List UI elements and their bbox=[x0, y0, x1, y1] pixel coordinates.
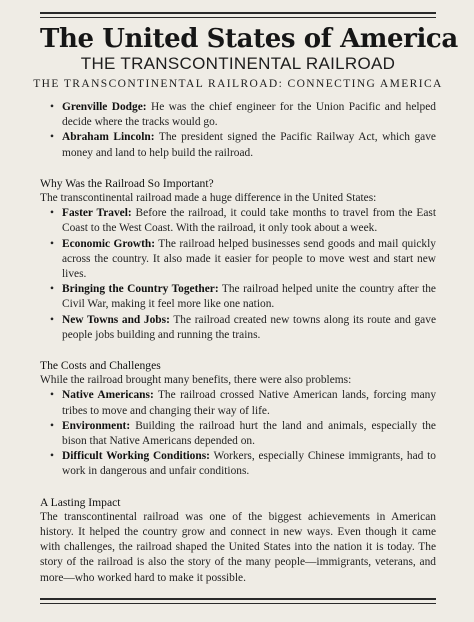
item-text: Workers, especially Chinese immigrants, had to work in dangerous and unfair conditions. bbox=[62, 450, 436, 478]
item-term: Native Americans: bbox=[62, 389, 154, 402]
subtitle: THE TRANSCONTINENTAL RAILROAD bbox=[80, 54, 396, 73]
item-term: New Towns and Jobs: bbox=[62, 313, 170, 326]
list-item bbox=[50, 100, 436, 130]
item-term: Difficult Working Conditions: bbox=[62, 450, 210, 463]
item-text: Building the railroad hurt the land and animals, especially the bison that Native Americans depended on. bbox=[62, 419, 436, 448]
bullet-icon: • bbox=[50, 237, 54, 250]
costs-list bbox=[40, 388, 436, 479]
item-text: The president signed the Pacific Railway Act, which gave money and land to help build the railroad. bbox=[62, 131, 436, 159]
item-term: Bringing the Country Together: bbox=[62, 283, 219, 296]
section-intro: While the railroad brought many benefits, there were also problems: bbox=[40, 374, 352, 387]
list-item bbox=[50, 282, 436, 312]
item-term: Abraham Lincoln: bbox=[62, 131, 155, 144]
bottom-rule-outer bbox=[40, 598, 436, 600]
section-heading-impact: A Lasting Impact bbox=[40, 495, 121, 509]
section-heading-costs: The Costs and Challenges bbox=[40, 359, 161, 373]
list-item bbox=[50, 313, 436, 343]
bullet-icon: • bbox=[50, 131, 54, 144]
item-text: The railroad crossed Native American lands, forcing many tribes to move and changing their way of life. bbox=[62, 389, 437, 417]
tagline: THE TRANSCONTINENTAL RAILROAD: CONNECTING AMERICA bbox=[33, 78, 443, 90]
masthead: The United States of America bbox=[40, 24, 458, 54]
item-term: Faster Travel: bbox=[62, 207, 132, 220]
bullet-icon: • bbox=[50, 207, 54, 220]
list-item bbox=[50, 237, 436, 283]
item-term: Environment: bbox=[62, 419, 131, 432]
people-list bbox=[40, 100, 436, 161]
list-item bbox=[50, 419, 436, 449]
item-text: The railroad helped unite the country after the Civil War, making it feel more like one nation. bbox=[62, 283, 436, 311]
item-text: The railroad helped businesses send goods and mail quickly across the country. It also made it easier for people to move west and start new lives. bbox=[62, 237, 436, 281]
list-item bbox=[50, 130, 436, 160]
item-term: Economic Growth: bbox=[62, 237, 156, 250]
top-rule-outer bbox=[40, 12, 436, 14]
list-item bbox=[50, 206, 436, 236]
impact-paragraph: The transcontinental railroad was one of the biggest achievements in American history. It helped the country grow and connect in new ways. Even though it came with challenges, the railroad shaped the United States into the nation it is today. The story of the railroad is also the story of the many people—immigrants, veterans, and more—who worked hard to make it possible. bbox=[40, 510, 436, 584]
section-heading-importance: Why Was the Railroad So Important? bbox=[40, 176, 214, 190]
article-body bbox=[40, 100, 436, 586]
bottom-rule-inner bbox=[40, 603, 436, 604]
item-text: The railroad created new towns along its route and gave people jobs building and running the trains. bbox=[62, 313, 436, 341]
bullet-icon: • bbox=[50, 101, 54, 113]
section-intro: The transcontinental railroad made a huge difference in the United States: bbox=[40, 192, 377, 205]
list-item bbox=[50, 449, 436, 479]
bullet-icon: • bbox=[50, 283, 54, 296]
bullet-icon: • bbox=[50, 419, 54, 432]
bullet-icon: • bbox=[50, 450, 54, 463]
item-term: Grenville Dodge: bbox=[62, 101, 147, 113]
item-text: Before the railroad, it could take months to travel from the East Coast to the West Coast. With the railroad, it only took about a week. bbox=[62, 207, 436, 235]
importance-list bbox=[40, 206, 436, 343]
top-rule-inner bbox=[40, 17, 436, 18]
bullet-icon: • bbox=[50, 313, 54, 326]
list-item bbox=[50, 388, 437, 418]
item-text: He was the chief engineer for the Union Pacific and helped decide where the tracks would go. bbox=[62, 101, 436, 129]
bullet-icon: • bbox=[50, 389, 54, 402]
